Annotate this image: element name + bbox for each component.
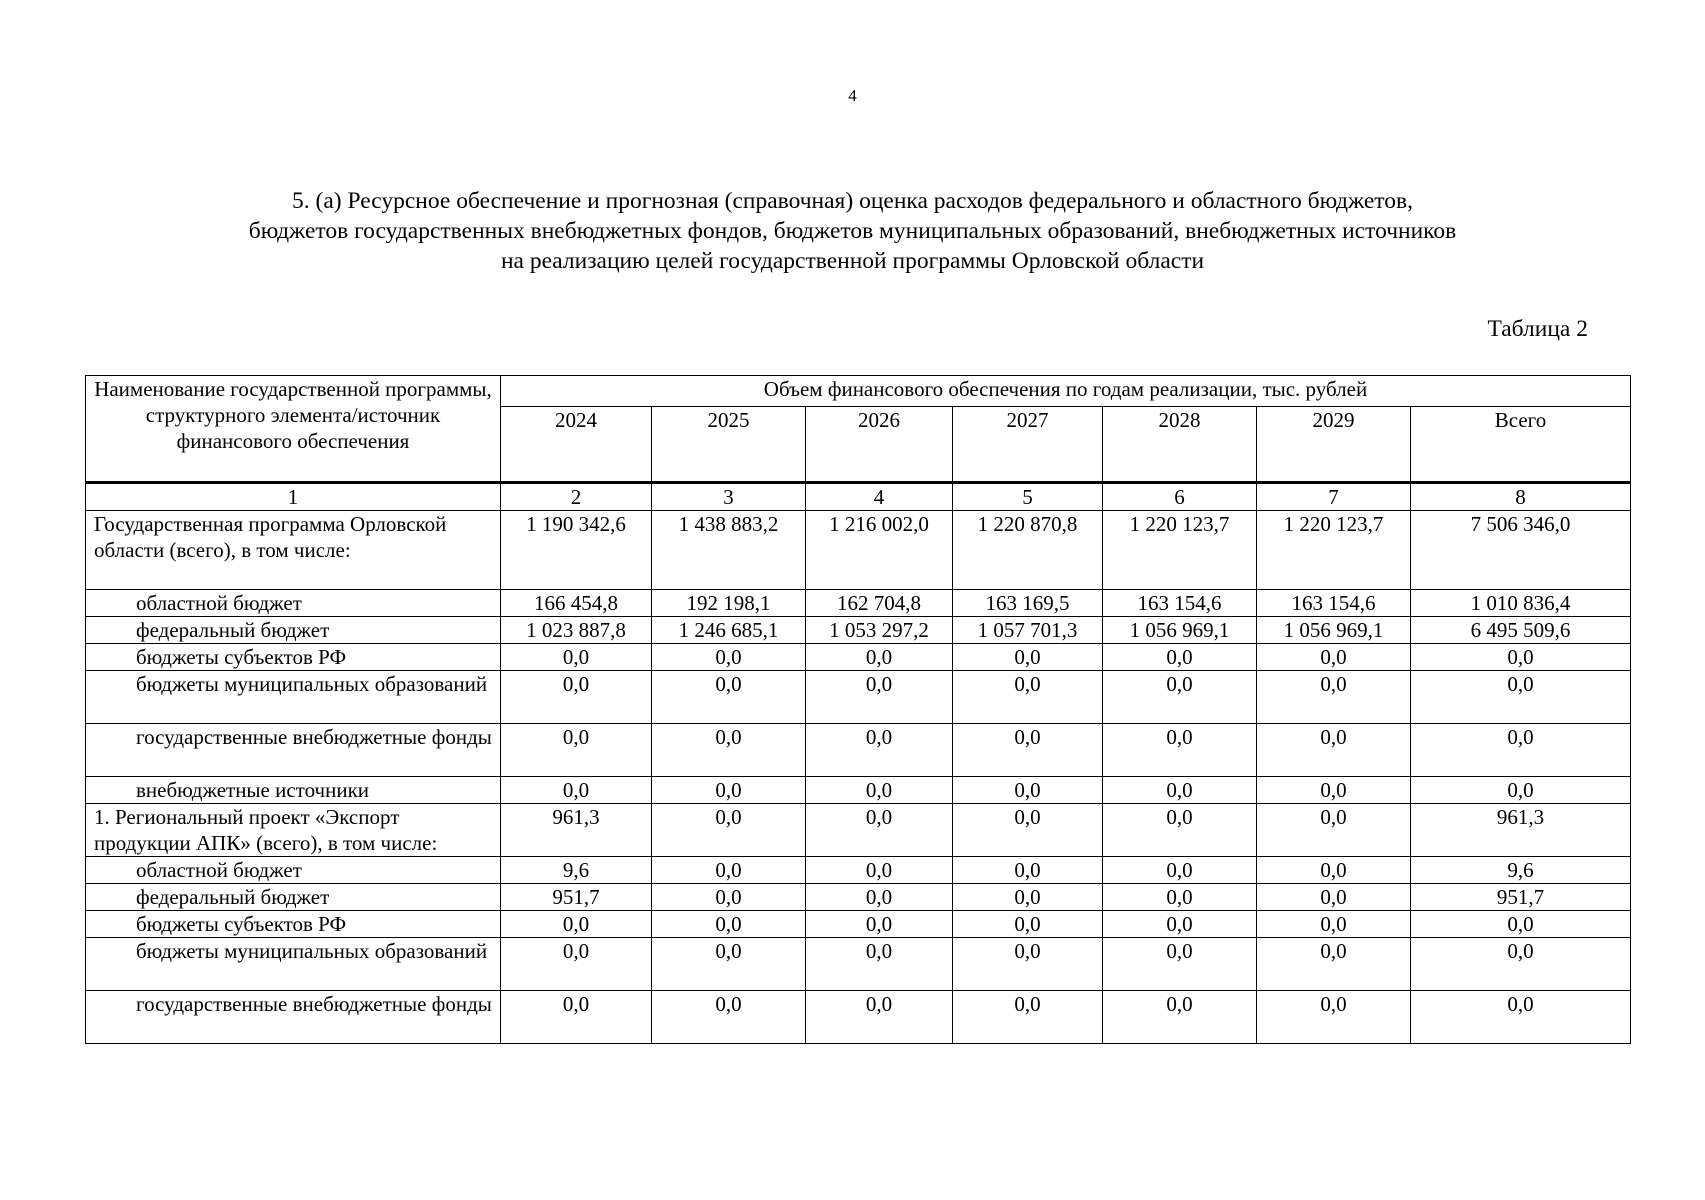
row-value: 0,0: [1257, 857, 1411, 884]
column-index: 5: [953, 483, 1103, 511]
row-name: федеральный бюджет: [86, 884, 501, 911]
header-group: Объем финансового обеспечения по годам реализации, тыс. рублей: [501, 376, 1631, 407]
header-year: 2027: [953, 407, 1103, 483]
row-value: 0,0: [1411, 938, 1631, 991]
row-name: бюджеты субъектов РФ: [86, 911, 501, 938]
column-index: 7: [1257, 483, 1411, 511]
row-value: 0,0: [1103, 724, 1257, 777]
row-value: 0,0: [953, 724, 1103, 777]
column-index-row: [86, 483, 1631, 511]
row-value: 192 198,1: [652, 590, 806, 617]
row-value: 951,7: [501, 884, 652, 911]
table-row: [86, 777, 1631, 804]
row-value: 0,0: [806, 991, 953, 1044]
row-value: 1 216 002,0: [806, 511, 953, 590]
row-value: 0,0: [1103, 884, 1257, 911]
row-name: 1. Региональный проект «Экспорт продукции АПК» (всего), в том числе:: [86, 804, 501, 857]
row-value: 0,0: [652, 911, 806, 938]
row-value: 1 220 123,7: [1103, 511, 1257, 590]
row-value: 0,0: [652, 884, 806, 911]
row-value: 1 056 969,1: [1257, 617, 1411, 644]
row-value: 0,0: [953, 938, 1103, 991]
row-value: 0,0: [1257, 991, 1411, 1044]
row-value: 0,0: [1103, 911, 1257, 938]
title-line-2: бюджетов государственных внебюджетных фондов, бюджетов муниципальных образований, внебюджетных источников: [248, 218, 1457, 244]
column-index: 4: [806, 483, 953, 511]
row-value: 0,0: [1257, 724, 1411, 777]
table-row: [86, 911, 1631, 938]
row-value: 0,0: [1257, 884, 1411, 911]
row-value: 9,6: [1411, 857, 1631, 884]
table-row: [86, 991, 1631, 1044]
row-value: 163 154,6: [1103, 590, 1257, 617]
row-value: 0,0: [652, 938, 806, 991]
header-year: 2024: [501, 407, 652, 483]
row-value: 961,3: [501, 804, 652, 857]
row-value: 0,0: [1257, 671, 1411, 724]
row-value: 0,0: [1257, 777, 1411, 804]
table-row: [86, 804, 1631, 857]
row-value: 0,0: [501, 671, 652, 724]
row-value: 0,0: [1257, 911, 1411, 938]
row-name: областной бюджет: [86, 857, 501, 884]
row-value: 1 220 870,8: [953, 511, 1103, 590]
table-row: [86, 884, 1631, 911]
table-row: [86, 590, 1631, 617]
row-value: 0,0: [501, 644, 652, 671]
row-value: 1 246 685,1: [652, 617, 806, 644]
row-value: 0,0: [1411, 991, 1631, 1044]
row-value: 0,0: [1411, 671, 1631, 724]
row-value: 0,0: [806, 644, 953, 671]
row-value: 0,0: [501, 777, 652, 804]
table-row: [86, 724, 1631, 777]
column-index: 1: [86, 483, 501, 511]
row-value: 9,6: [501, 857, 652, 884]
row-name: внебюджетные источники: [86, 777, 501, 804]
funding-table: [85, 375, 1631, 1044]
row-value: 1 056 969,1: [1103, 617, 1257, 644]
row-value: 0,0: [806, 884, 953, 911]
title-line-1: 5. (а) Ресурсное обеспечение и прогнозная (справочная) оценка расходов федерального и областного бюджетов,: [292, 188, 1413, 214]
row-value: 0,0: [953, 777, 1103, 804]
row-value: 1 220 123,7: [1257, 511, 1411, 590]
row-value: 163 154,6: [1257, 590, 1411, 617]
row-value: 0,0: [501, 911, 652, 938]
column-index: 2: [501, 483, 652, 511]
header-year: 2028: [1103, 407, 1257, 483]
row-value: 0,0: [1103, 938, 1257, 991]
header-year: 2026: [806, 407, 953, 483]
row-value: 0,0: [501, 724, 652, 777]
row-value: 1 053 297,2: [806, 617, 953, 644]
row-value: 0,0: [953, 991, 1103, 1044]
row-value: 0,0: [652, 804, 806, 857]
table-row: [86, 511, 1631, 590]
table-row: [86, 644, 1631, 671]
row-value: 0,0: [501, 991, 652, 1044]
row-value: 0,0: [1411, 911, 1631, 938]
row-value: 0,0: [806, 804, 953, 857]
row-value: 0,0: [1103, 991, 1257, 1044]
document-title: [90, 186, 1615, 276]
row-value: 0,0: [953, 911, 1103, 938]
row-value: 0,0: [1411, 644, 1631, 671]
row-value: 0,0: [953, 857, 1103, 884]
header-total: Всего: [1411, 407, 1631, 483]
column-index: 6: [1103, 483, 1257, 511]
row-value: 0,0: [1103, 671, 1257, 724]
row-value: 951,7: [1411, 884, 1631, 911]
header-year: 2029: [1257, 407, 1411, 483]
page-number: 4: [848, 86, 857, 105]
table-row: [86, 938, 1631, 991]
row-value: 961,3: [1411, 804, 1631, 857]
header-year: 2025: [652, 407, 806, 483]
row-value: 0,0: [1103, 644, 1257, 671]
row-value: 6 495 509,6: [1411, 617, 1631, 644]
row-value: 163 169,5: [953, 590, 1103, 617]
row-value: 7 506 346,0: [1411, 511, 1631, 590]
row-value: 0,0: [806, 911, 953, 938]
row-value: 1 438 883,2: [652, 511, 806, 590]
column-index: 8: [1411, 483, 1631, 511]
row-value: 0,0: [1103, 777, 1257, 804]
row-value: 1 190 342,6: [501, 511, 652, 590]
row-name: федеральный бюджет: [86, 617, 501, 644]
row-value: 0,0: [1411, 777, 1631, 804]
row-value: 0,0: [1103, 857, 1257, 884]
row-name: бюджеты муниципальных образований: [86, 938, 501, 991]
row-value: 0,0: [806, 724, 953, 777]
row-value: 0,0: [806, 671, 953, 724]
row-value: 0,0: [953, 804, 1103, 857]
row-value: 0,0: [1411, 724, 1631, 777]
column-index: 3: [652, 483, 806, 511]
table-row: [86, 671, 1631, 724]
row-value: 0,0: [1257, 938, 1411, 991]
row-name: областной бюджет: [86, 590, 501, 617]
row-value: 1 057 701,3: [953, 617, 1103, 644]
header-row-1: [86, 376, 1631, 407]
table-label: Таблица 2: [1487, 316, 1588, 342]
row-name: бюджеты субъектов РФ: [86, 644, 501, 671]
row-value: 0,0: [652, 857, 806, 884]
row-name: бюджеты муниципальных образований: [86, 671, 501, 724]
row-value: 162 704,8: [806, 590, 953, 617]
header-name-column: Наименование государственной программы, структурного элемента/источник финансового обеспечения: [86, 376, 501, 483]
row-value: 0,0: [1257, 644, 1411, 671]
table-row: [86, 617, 1631, 644]
title-line-3: на реализацию целей государственной программы Орловской области: [500, 248, 1205, 274]
row-value: 0,0: [953, 884, 1103, 911]
row-value: 0,0: [501, 938, 652, 991]
row-value: 0,0: [652, 991, 806, 1044]
row-value: 0,0: [953, 644, 1103, 671]
row-value: 0,0: [806, 938, 953, 991]
row-name: государственные внебюджетные фонды: [86, 991, 501, 1044]
row-value: 0,0: [1103, 804, 1257, 857]
row-value: 0,0: [652, 644, 806, 671]
row-name: государственные внебюджетные фонды: [86, 724, 501, 777]
row-value: 166 454,8: [501, 590, 652, 617]
row-value: 0,0: [806, 857, 953, 884]
row-value: 0,0: [652, 724, 806, 777]
row-value: 0,0: [953, 671, 1103, 724]
row-name: Государственная программа Орловской области (всего), в том числе:: [86, 511, 501, 590]
row-value: 0,0: [652, 671, 806, 724]
table-row: [86, 857, 1631, 884]
row-value: 0,0: [652, 777, 806, 804]
row-value: 0,0: [1257, 804, 1411, 857]
row-value: 1 010 836,4: [1411, 590, 1631, 617]
row-value: 0,0: [806, 777, 953, 804]
row-value: 1 023 887,8: [501, 617, 652, 644]
